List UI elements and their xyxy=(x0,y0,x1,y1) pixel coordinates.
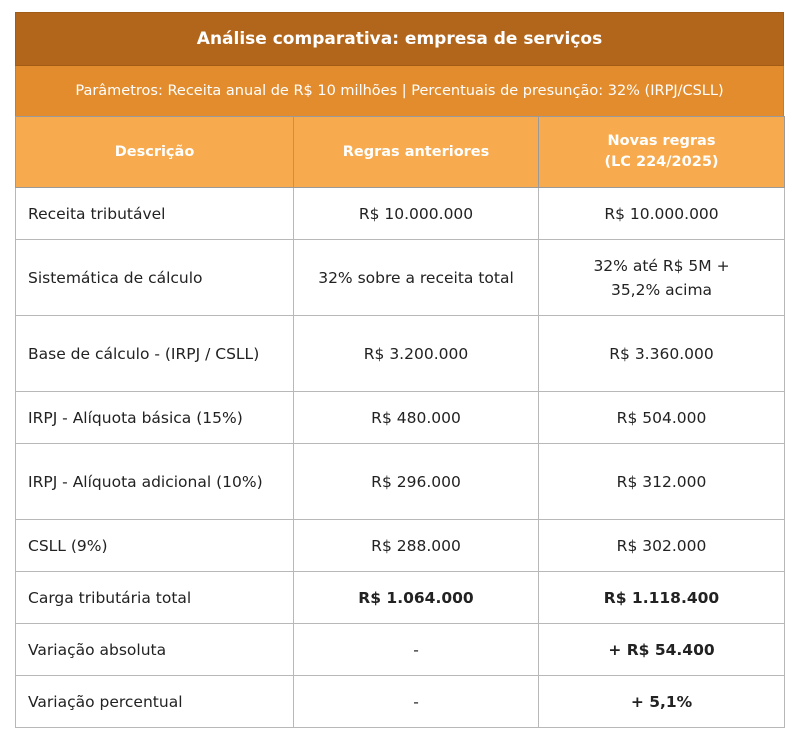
header-novas-regras xyxy=(539,117,785,188)
value-novas-regras: R$ 302.000 xyxy=(539,520,785,572)
table-row-carga-total xyxy=(16,572,785,624)
header-novas-regras-line1: Novas regras xyxy=(607,133,716,149)
value-regras-anteriores: R$ 480.000 xyxy=(294,392,539,444)
table-row-sistematica xyxy=(16,240,785,316)
value-regras-anteriores: R$ 296.000 xyxy=(294,444,539,520)
header-row xyxy=(16,117,785,188)
value-novas-regras: R$ 504.000 xyxy=(539,392,785,444)
table-row-irpj-basica xyxy=(16,392,785,444)
value-novas-regras: + 5,1% xyxy=(539,676,785,728)
header-novas-regras-line2: (LC 224/2025) xyxy=(604,154,719,170)
row-description: Sistemática de cálculo xyxy=(16,240,294,316)
row-description: IRPJ - Alíquota básica (15%) xyxy=(16,392,294,444)
value-novas-regras: R$ 1.118.400 xyxy=(539,572,785,624)
value-regras-anteriores: 32% sobre a receita total xyxy=(294,240,539,316)
table-row-variacao-percentual xyxy=(16,676,785,728)
row-description: CSLL (9%) xyxy=(16,520,294,572)
table-title: Análise comparativa: empresa de serviços xyxy=(15,12,784,66)
value-regras-anteriores: R$ 288.000 xyxy=(294,520,539,572)
table-row-csll xyxy=(16,520,785,572)
header-descricao: Descrição xyxy=(16,117,294,188)
value-regras-anteriores: - xyxy=(294,676,539,728)
row-description: Variação absoluta xyxy=(16,624,294,676)
table-row-receita-tributavel xyxy=(16,188,785,240)
value-novas-regras: R$ 10.000.000 xyxy=(539,188,785,240)
row-description: Carga tributária total xyxy=(16,572,294,624)
value-novas-line2: 35,2% acima xyxy=(610,280,713,299)
comparison-table xyxy=(15,116,785,728)
table-row-variacao-absoluta xyxy=(16,624,785,676)
value-novas-line1: 32% até R$ 5M + xyxy=(593,256,730,275)
table-row-base-calculo xyxy=(16,316,785,392)
row-description: Variação percentual xyxy=(16,676,294,728)
value-regras-anteriores: R$ 10.000.000 xyxy=(294,188,539,240)
parameters-banner: Parâmetros: Receita anual de R$ 10 milhões | Percentuais de presunção: 32% (IRPJ/CSLL) xyxy=(15,66,784,116)
table-row-irpj-adicional xyxy=(16,444,785,520)
value-regras-anteriores: - xyxy=(294,624,539,676)
comparison-table-container xyxy=(15,12,784,728)
header-regras-anteriores: Regras anteriores xyxy=(294,117,539,188)
value-novas-regras: R$ 3.360.000 xyxy=(539,316,785,392)
value-novas-regras: + R$ 54.400 xyxy=(539,624,785,676)
row-description: Base de cálculo - (IRPJ / CSLL) xyxy=(16,316,294,392)
value-regras-anteriores: R$ 1.064.000 xyxy=(294,572,539,624)
row-description: Receita tributável xyxy=(16,188,294,240)
value-regras-anteriores: R$ 3.200.000 xyxy=(294,316,539,392)
value-novas-regras: R$ 312.000 xyxy=(539,444,785,520)
value-novas-regras xyxy=(539,240,785,316)
row-description: IRPJ - Alíquota adicional (10%) xyxy=(16,444,294,520)
